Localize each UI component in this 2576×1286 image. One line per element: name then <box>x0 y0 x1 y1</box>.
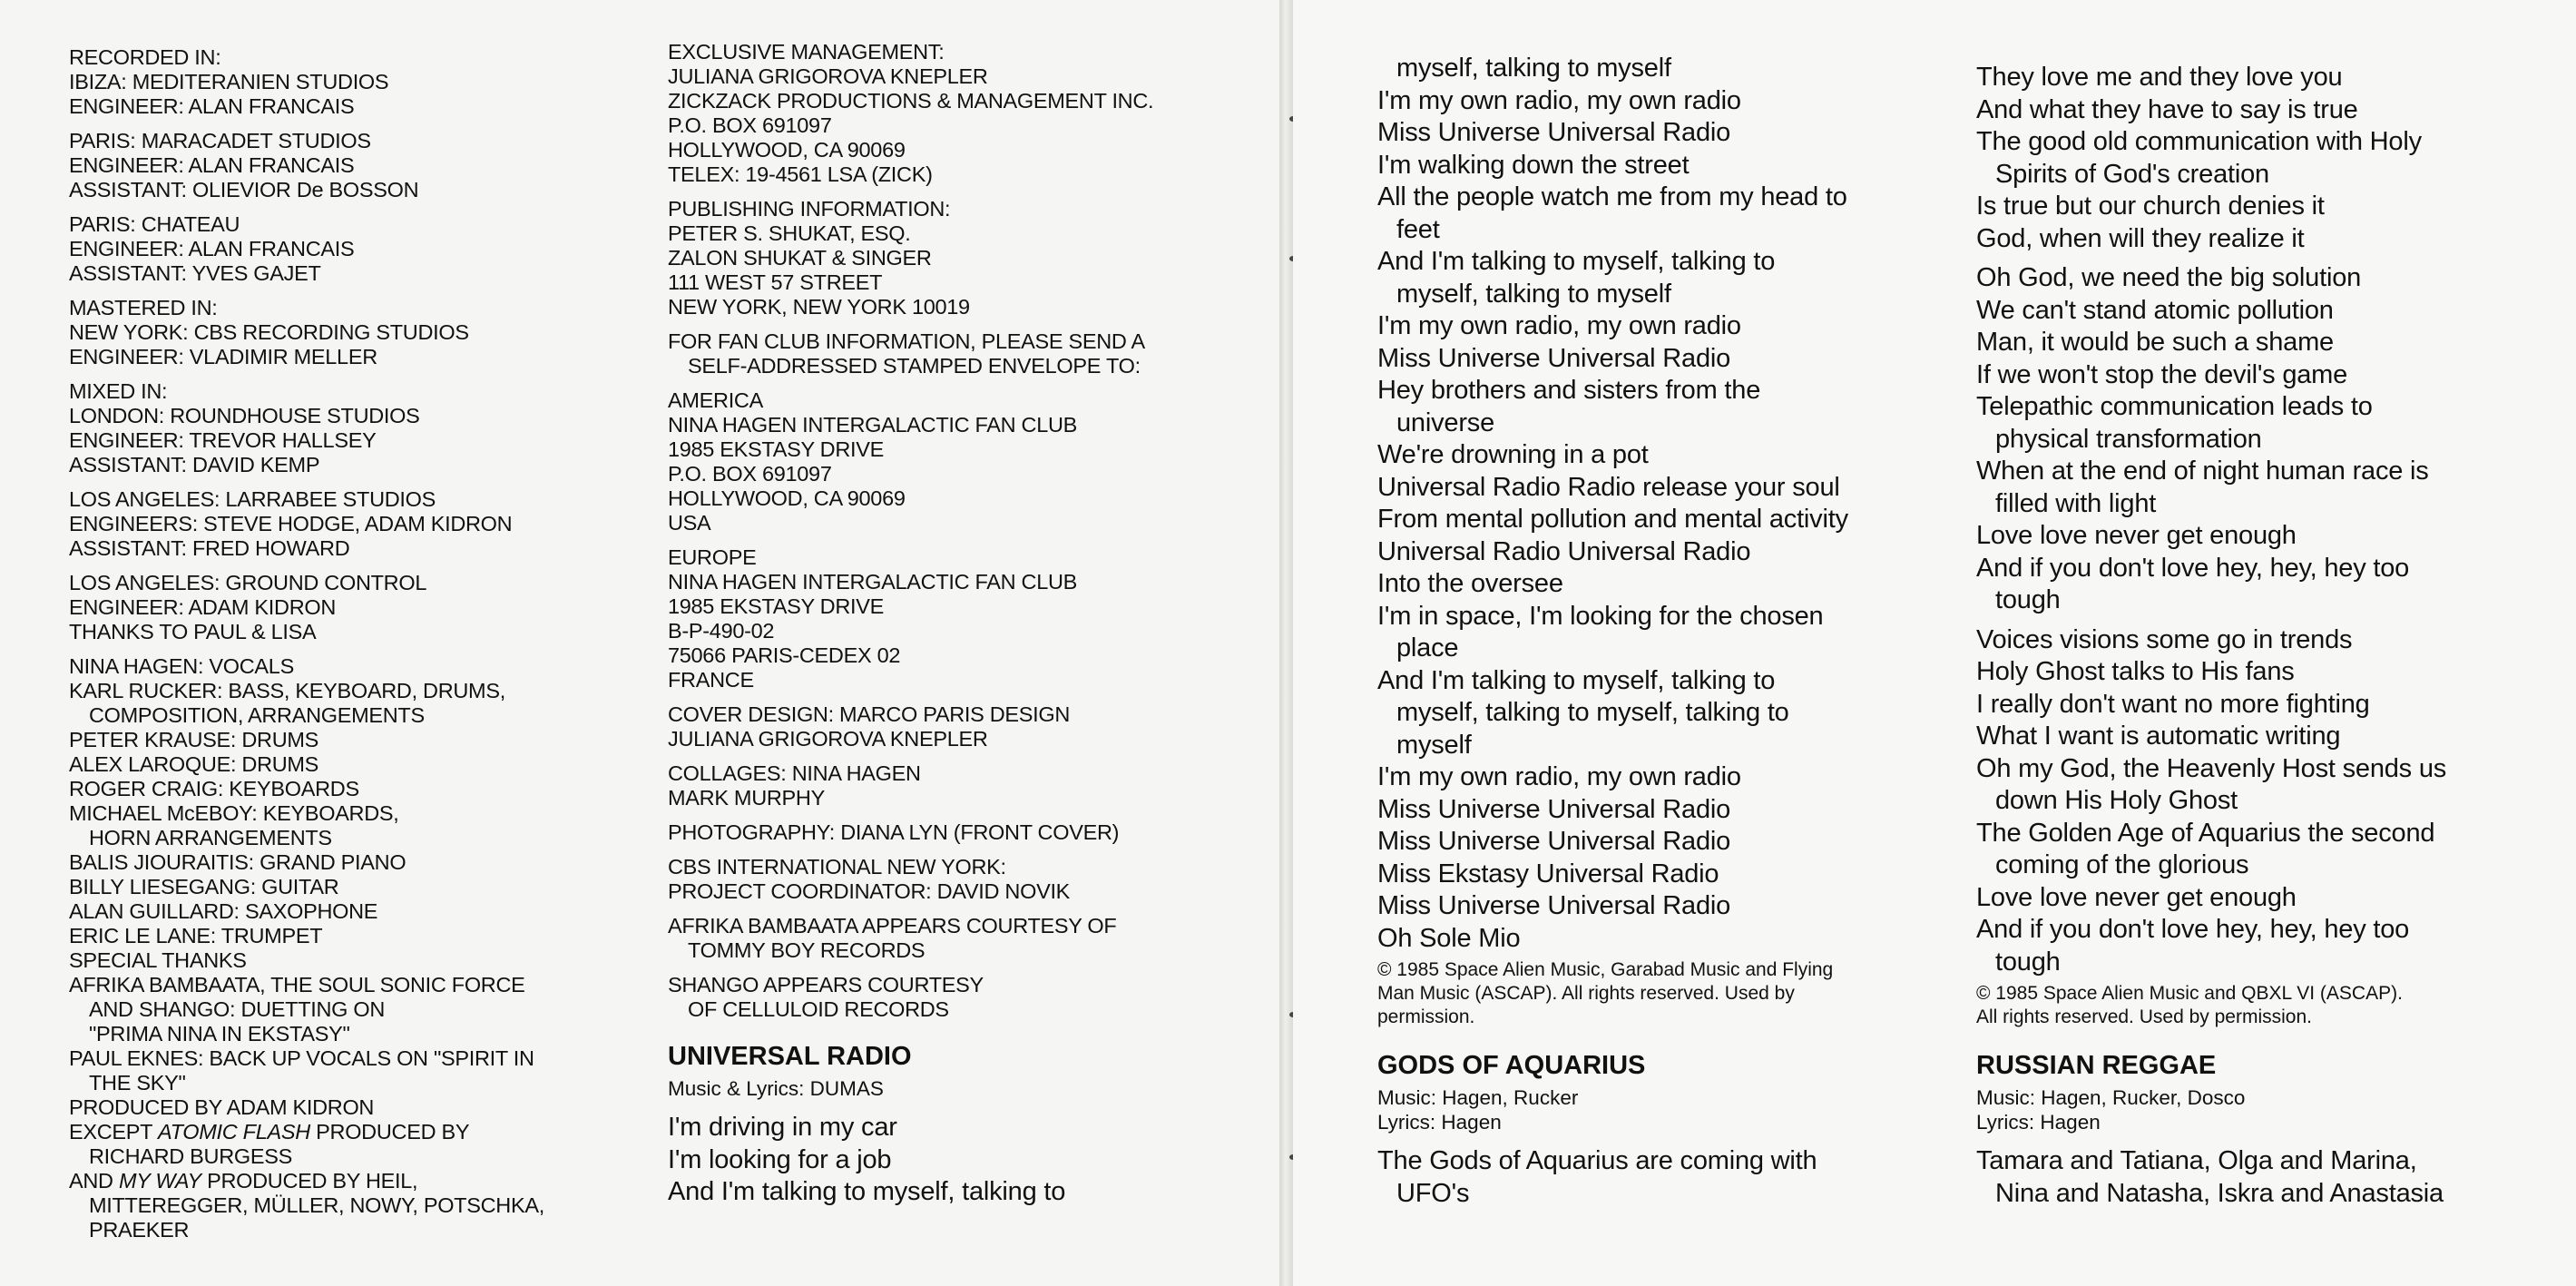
credit-line: FOR FAN CLUB INFORMATION, PLEASE SEND A <box>668 329 1145 353</box>
lyrics-column-3 <box>1377 53 1940 1210</box>
lyric-line: Into the oversee <box>1377 569 1563 598</box>
lyric-line: I'm my own radio, my own radio <box>1377 762 1741 791</box>
credit-line: FRANCE <box>668 668 754 692</box>
credit-line: THANKS TO PAUL & LISA <box>69 620 317 643</box>
credit-line: COLLAGES: NINA HAGEN <box>668 761 921 785</box>
right-page <box>1293 0 2576 1286</box>
lyric-line: Miss Universe Universal Radio <box>1377 343 1731 373</box>
lyric-line: And I'm talking to myself, talking to <box>1377 665 1776 695</box>
credit-line: AFRIKA BAMBAATA, THE SOUL SONIC FORCE <box>69 973 525 996</box>
lyric-line: I'm driving in my car <box>668 1113 897 1142</box>
lyrics-gods-of-aquarius-part-2 <box>1976 62 2557 978</box>
credit-block <box>69 129 641 202</box>
lyric-line: myself, talking to myself, talking to <box>1396 698 1789 727</box>
lyric-line: universe <box>1396 407 1495 437</box>
credit-line: ENGINEER: ALAN FRANCAIS <box>69 94 355 118</box>
credit-line: ZALON SHUKAT & SINGER <box>668 246 932 270</box>
lyric-line: Telepathic communication leads to <box>1976 392 2373 421</box>
credit-line: ASSISTANT: YVES GAJET <box>69 261 321 285</box>
lyric-line: myself, talking to myself <box>1396 279 1671 309</box>
lyric-line: And what they have to say is true <box>1976 94 2358 124</box>
lyric-line: feet <box>1396 214 1440 244</box>
lyric-line: Miss Ekstasy Universal Radio <box>1377 859 1719 888</box>
credit-line: COMPOSITION, ARRANGEMENTS <box>89 703 425 727</box>
lyric-line: Oh Sole Mio <box>1377 923 1521 953</box>
credit-line: SHANGO APPEARS COURTESY <box>668 973 984 996</box>
except-line-1: EXCEPT ATOMIC FLASH PRODUCED BY <box>69 1120 470 1144</box>
credit-block <box>668 40 1230 187</box>
song-credit-line: Music: Hagen, Rucker, Dosco <box>1976 1086 2246 1109</box>
credit-block <box>69 379 641 477</box>
credit-line: 1985 EKSTASY DRIVE <box>668 594 884 618</box>
song-credits-gods-of-aquarius <box>1377 1085 1940 1134</box>
credit-line: AMERICA <box>668 388 763 412</box>
credit-block <box>69 296 641 369</box>
credit-line: AND SHANGO: DUETTING ON <box>89 997 386 1021</box>
credit-line: PETER KRAUSE: DRUMS <box>69 728 319 751</box>
credit-line: PHOTOGRAPHY: DIANA LYN (FRONT COVER) <box>668 820 1120 844</box>
lyric-line: We can't stand atomic pollution <box>1976 295 2334 325</box>
lyric-line: They love me and they love you <box>1976 63 2343 92</box>
lyric-line: Miss Universe Universal Radio <box>1377 891 1731 920</box>
except-line-4: MITTEREGGER, MÜLLER, NOWY, POTSCHKA, <box>89 1193 544 1217</box>
credit-line: ERIC LE LANE: TRUMPET <box>69 924 323 947</box>
lyrics-russian-reggae <box>1976 1145 2557 1210</box>
song-credits-universal-radio: Music & Lyrics: DUMAS <box>668 1077 884 1100</box>
credit-block <box>69 45 641 119</box>
lyric-line: Love love never get enough <box>1976 521 2297 550</box>
credit-block <box>668 329 1230 378</box>
credit-line: "PRIMA NINA IN EKSTASY" <box>89 1022 350 1045</box>
credit-line: COVER DESIGN: MARCO PARIS DESIGN <box>668 702 1071 726</box>
lyric-line: tough <box>1995 947 2061 977</box>
credit-line: 75066 PARIS-CEDEX 02 <box>668 643 901 667</box>
credit-block <box>668 761 1230 810</box>
lyric-line: Universal Radio Universal Radio <box>1377 536 1751 566</box>
lyric-line: I'm my own radio, my own radio <box>1377 311 1741 340</box>
credit-line: AFRIKA BAMBAATA APPEARS COURTESY OF <box>668 914 1117 938</box>
lyric-line: All the people watch me from my head to <box>1377 182 1847 211</box>
credit-line: ENGINEERS: STEVE HODGE, ADAM KIDRON <box>69 512 513 535</box>
credit-block <box>668 545 1230 692</box>
credit-line: ASSISTANT: OLIEVIOR De BOSSON <box>69 178 419 201</box>
credit-line: HOLLYWOOD, CA 90069 <box>668 486 906 510</box>
credit-line: LOS ANGELES: GROUND CONTROL <box>69 571 427 594</box>
lyric-line: Oh God, we need the big solution <box>1976 263 2362 292</box>
credit-block <box>668 820 1230 845</box>
lyric-line: Miss Universe Universal Radio <box>1377 827 1731 856</box>
lyric-line: UFO's <box>1396 1178 1470 1208</box>
credit-line: 1985 EKSTASY DRIVE <box>668 437 884 461</box>
credit-line: PARIS: CHATEAU <box>69 212 240 236</box>
song-credits-russian-reggae <box>1976 1085 2557 1134</box>
lyric-line: Oh my God, the Heavenly Host sends us <box>1976 753 2447 783</box>
credit-line: NINA HAGEN: VOCALS <box>69 654 294 678</box>
credit-line: USA <box>668 511 711 535</box>
credit-line: TOMMY BOY RECORDS <box>688 938 926 962</box>
lyric-line: God, when will they realize it <box>1976 223 2305 253</box>
lyric-line: myself <box>1396 730 1472 760</box>
credit-block <box>668 973 1230 1022</box>
lyric-line: Spirits of God's creation <box>1995 159 2269 189</box>
credit-line: ASSISTANT: FRED HOWARD <box>69 536 350 560</box>
credit-line: ASSISTANT: DAVID KEMP <box>69 453 320 476</box>
lyric-line: physical transformation <box>1995 424 2262 454</box>
producer-exceptions <box>69 1120 641 1242</box>
credit-line: ENGINEER: ALAN FRANCAIS <box>69 237 355 260</box>
song-credit-line: Lyrics: Hagen <box>1377 1111 1502 1134</box>
copyright-universal-radio <box>1377 958 1940 1029</box>
credit-line: BALIS JIOURAITIS: GRAND PIANO <box>69 850 406 874</box>
left-page <box>0 0 1279 1286</box>
credit-line: CBS INTERNATIONAL NEW YORK: <box>668 855 1006 879</box>
lyric-line: From mental pollution and mental activity <box>1377 505 1848 534</box>
credit-line: JULIANA GRIGOROVA KNEPLER <box>668 64 988 88</box>
credit-line: MICHAEL McEBOY: KEYBOARDS, <box>69 801 399 825</box>
lyric-line: When at the end of night human race is <box>1976 456 2429 486</box>
lyric-line: Miss Universe Universal Radio <box>1377 794 1731 824</box>
credit-line: PRODUCED BY ADAM KIDRON <box>69 1095 375 1119</box>
page-fold <box>1279 0 1293 1286</box>
credit-block <box>668 702 1230 751</box>
credit-line: ENGINEER: ALAN FRANCAIS <box>69 153 355 177</box>
lyric-line: Love love never get enough <box>1976 882 2297 912</box>
credit-line: P.O. BOX 691097 <box>668 113 832 137</box>
credit-line: ALAN GUILLARD: SAXOPHONE <box>69 899 378 923</box>
credit-block <box>69 212 641 286</box>
copyright-gods-of-aquarius <box>1976 982 2557 1029</box>
credit-line: ALEX LAROQUE: DRUMS <box>69 752 319 776</box>
lyric-line: I'm my own radio, my own radio <box>1377 85 1741 115</box>
credit-line: THE SKY" <box>89 1071 186 1095</box>
copyright-line: All rights reserved. Used by permission. <box>1976 1006 2312 1027</box>
lyric-line: Hey brothers and sisters from the <box>1377 376 1761 405</box>
credit-line: HORN ARRANGEMENTS <box>89 826 332 849</box>
lyric-line: We're drowning in a pot <box>1377 440 1649 469</box>
credits-column-2 <box>668 40 1230 1209</box>
except-line-3: AND MY WAY PRODUCED BY HEIL, <box>69 1169 418 1193</box>
credit-line: MIXED IN: <box>69 379 168 403</box>
copyright-line: © 1985 Space Alien Music and QBXL VI (ASCAP). <box>1976 983 2403 1004</box>
credit-line: PARIS: MARACADET STUDIOS <box>69 129 371 152</box>
lyric-line: I really don't want no more fighting <box>1976 689 2370 719</box>
lyric-line: down His Holy Ghost <box>1995 786 2238 815</box>
lyric-line: Nina and Natasha, Iskra and Anastasia <box>1995 1178 2444 1208</box>
credit-line: SELF-ADDRESSED STAMPED ENVELOPE TO: <box>688 354 1141 378</box>
stanza-break <box>1976 255 2557 262</box>
credit-line: EXCLUSIVE MANAGEMENT: <box>668 40 945 64</box>
credit-line: HOLLYWOOD, CA 90069 <box>668 138 906 162</box>
credit-line: MARK MURPHY <box>668 786 825 810</box>
credit-line: NINA HAGEN INTERGALACTIC FAN CLUB <box>668 413 1078 437</box>
credit-line: PUBLISHING INFORMATION: <box>668 197 951 221</box>
credit-line: ZICKZACK PRODUCTIONS & MANAGEMENT INC. <box>668 89 1154 113</box>
credit-line: PROJECT COORDINATOR: DAVID NOVIK <box>668 879 1071 903</box>
credit-block <box>69 487 641 561</box>
lyric-line: And I'm talking to myself, talking to <box>1377 247 1776 276</box>
lyric-line: Man, it would be such a shame <box>1976 328 2334 357</box>
lyrics-universal-radio-part-1 <box>668 1112 1230 1209</box>
universal-radio-song <box>668 1040 1230 1209</box>
credit-line: EUROPE <box>668 545 757 569</box>
copyright-line: permission. <box>1377 1006 1475 1027</box>
lyric-line: Universal Radio Radio release your soul <box>1377 472 1840 502</box>
lyrics-column-4 <box>1976 62 2557 1210</box>
credit-line: PAUL EKNES: BACK UP VOCALS ON "SPIRIT IN <box>69 1046 534 1070</box>
credit-line: B-P-490-02 <box>668 619 775 643</box>
lyric-line: Voices visions some go in trends <box>1976 624 2353 654</box>
lyric-line: I'm in space, I'm looking for the chosen <box>1377 601 1824 631</box>
lyric-line: Holy Ghost talks to His fans <box>1976 657 2295 686</box>
credit-line: NEW YORK: CBS RECORDING STUDIOS <box>69 320 469 344</box>
credit-line: SPECIAL THANKS <box>69 948 247 972</box>
credit-line: NINA HAGEN INTERGALACTIC FAN CLUB <box>668 570 1078 594</box>
stanza-break <box>1976 617 2557 624</box>
credit-block <box>668 855 1230 904</box>
credit-block <box>668 914 1230 963</box>
credit-line: ENGINEER: TREVOR HALLSEY <box>69 428 377 452</box>
credit-block <box>668 197 1230 319</box>
credit-line: NEW YORK, NEW YORK 10019 <box>668 295 970 319</box>
lyric-line: Tamara and Tatiana, Olga and Marina, <box>1976 1146 2417 1175</box>
credit-line: RECORDED IN: <box>69 45 221 69</box>
song-title-universal-radio: UNIVERSAL RADIO <box>668 1042 912 1071</box>
credit-block <box>668 388 1230 535</box>
credit-line: ROGER CRAIG: KEYBOARDS <box>69 777 359 800</box>
credit-line: 111 WEST 57 STREET <box>668 270 883 294</box>
lyric-line: The good old communication with Holy <box>1976 127 2422 156</box>
credit-line: PETER S. SHUKAT, ESQ. <box>668 221 911 245</box>
credit-line: ENGINEER: ADAM KIDRON <box>69 595 337 619</box>
except-line-5: PRAEKER <box>89 1218 190 1242</box>
lyric-line: place <box>1396 633 1459 663</box>
lyric-line: The Gods of Aquarius are coming with <box>1377 1146 1817 1175</box>
lyrics-gods-of-aquarius-part-1 <box>1377 1145 1940 1210</box>
credit-line: IBIZA: MEDITERANIEN STUDIOS <box>69 70 389 93</box>
lyric-line: What I want is automatic writing <box>1976 722 2341 751</box>
song-credit-line: Music: Hagen, Rucker <box>1377 1086 1579 1109</box>
credit-line: ENGINEER: VLADIMIR MELLER <box>69 345 377 368</box>
lyric-line: And if you don't love hey, hey, hey too <box>1976 553 2410 583</box>
credit-line: BILLY LIESEGANG: GUITAR <box>69 875 339 898</box>
credit-line: P.O. BOX 691097 <box>668 462 832 486</box>
lyric-line: Miss Universe Universal Radio <box>1377 118 1731 147</box>
credit-line: JULIANA GRIGOROVA KNEPLER <box>668 727 988 751</box>
credit-block <box>69 571 641 644</box>
lyric-line: The Golden Age of Aquarius the second <box>1976 818 2435 848</box>
lyric-line: myself, talking to myself <box>1396 54 1671 83</box>
lyric-line: Is true but our church denies it <box>1976 191 2325 221</box>
song-title-russian-reggae: RUSSIAN REGGAE <box>1976 1051 2217 1080</box>
song-title-gods-of-aquarius: GODS OF AQUARIUS <box>1377 1051 1646 1080</box>
credit-line: LONDON: ROUNDHOUSE STUDIOS <box>69 404 420 427</box>
lyric-line: I'm looking for a job <box>668 1144 892 1174</box>
lyric-line: If we won't stop the devil's game <box>1976 359 2348 389</box>
credit-line: OF CELLULOID RECORDS <box>688 997 949 1021</box>
copyright-line: Man Music (ASCAP). All rights reserved. Used by <box>1377 983 1795 1004</box>
lyric-line: And if you don't love hey, hey, hey too <box>1976 915 2410 944</box>
lyric-line: And I'm talking to myself, talking to <box>668 1177 1066 1206</box>
credit-line: MASTERED IN: <box>69 296 218 319</box>
except-line-2: RICHARD BURGESS <box>89 1144 293 1168</box>
copyright-line: © 1985 Space Alien Music, Garabad Music and Flying <box>1377 959 1834 980</box>
credit-line: TELEX: 19-4561 LSA (ZICK) <box>668 162 933 186</box>
credit-line: KARL RUCKER: BASS, KEYBOARD, DRUMS, <box>69 679 505 702</box>
lyrics-universal-radio-part-2 <box>1377 53 1940 955</box>
personnel-list <box>69 654 641 1120</box>
lyric-line: coming of the glorious <box>1995 850 2249 879</box>
credit-line: LOS ANGELES: LARRABEE STUDIOS <box>69 487 436 511</box>
song-credit-line: Lyrics: Hagen <box>1976 1111 2101 1134</box>
lyric-line: tough <box>1995 585 2061 614</box>
lyric-line: filled with light <box>1995 488 2157 518</box>
credits-column-1 <box>69 45 641 1252</box>
lyric-line: I'm walking down the street <box>1377 150 1690 180</box>
